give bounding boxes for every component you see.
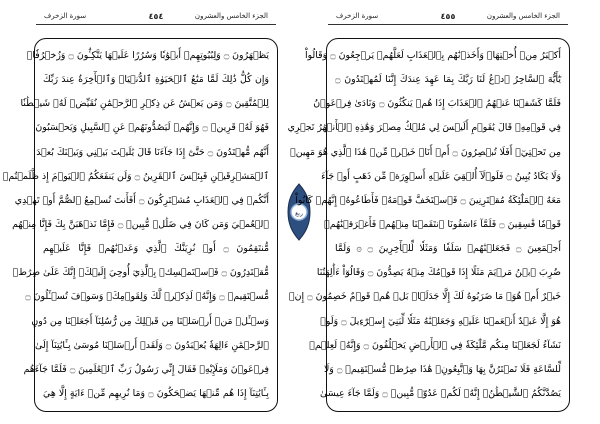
verse-line: مُّقۡتَدِرُونَ ۝ فَٱسۡتَمۡسِكۡ بِٱلَّذِيٓ أُوحِيَ إِلَيۡكَۖ إِنَّكَ عَلَىٰ صِرَٰطٖ xyxy=(12,267,269,279)
page-header xyxy=(30,10,282,34)
text-frame xyxy=(2,38,278,412)
verse-line: مِن تَحۡتِيٓۚ أَفَلَا تُبۡصِرُونَ ۝ أَمۡ أَنَا۠ خَيۡرٞ مِّنۡ هَٰذَا ٱلَّذِي هُوَ مَهِينٞ xyxy=(290,146,561,158)
verse-line: نَشَآءُ لَجَعَلۡنَا مِنكُم مَّلَٰٓئِكَةٗ فِي ٱلۡأَرۡضِ يَخۡلُفُونَ ۝ وَإِنَّهُۥ لَعِلۡمٞ xyxy=(309,339,561,351)
verse-line: فِي قَوۡمِهِۦ قَالَ يَٰقَوۡمِ أَلَيۡسَ لِي مُلۡكُ مِصۡرَ وَهَٰذِهِ ٱلۡأَنۡهَٰرُ تَجۡرِي xyxy=(287,122,561,134)
verse-line: فِرۡعَوۡنَ وَمَلَإِيْهِۦ فَقَالَ إِنِّي رَسُولُ رَبِّ ٱلۡعَٰلَمِينَ ۝ فَلَمَّا جَآءَهُم xyxy=(23,363,269,375)
verse-line: قَوۡمٗا فَٰسِقِينَ ۝ فَلَمَّآ ءَاسَفُونَا ٱنتَقَمۡنَا مِنۡهُمۡ فَأَغۡرَقۡنَٰهُمۡ xyxy=(324,218,561,230)
verse-line: أَنَّكُمۡ فِي ٱلۡعَذَابِ مُشۡتَرِكُونَ ۝ أَفَأَنتَ تُسۡمِعُ ٱلصُّمَّ أَوۡ تَهۡدِي xyxy=(14,194,269,206)
verse-line: مُّنتَقِمُونَ ۝ أَوۡ نُرِيَنَّكَ ٱلَّذِي وَعَدۡنَٰهُمۡ فَإِنَّا عَلَيۡهِم xyxy=(43,243,269,255)
verse-line: وَسۡـَٔلۡ مَنۡ أَرۡسَلۡنَا مِن قَبۡلِكَ مِن رُّسُلِنَآ أَجَعَلۡنَا مِن دُونِ xyxy=(31,315,269,327)
verse-line: فَهُوَ لَهُۥ قَرِينٞ ۝ وَإِنَّهُمۡ لَيَصُدُّونَهُمۡ عَنِ ٱلسَّبِيلِ وَيَحۡسَبُونَ xyxy=(35,122,269,134)
verse-line: لِّلسَّاعَةِ فَلَا تَمۡتَرُنَّ بِهَا وَٱتَّبِعُونِۚ هَٰذَا صِرَٰطٞ مُّسۡتَقِيمٞ ۝ وَلَا xyxy=(323,363,561,375)
juz-name: الجزء الخامس والعشرون xyxy=(194,12,268,20)
verse-line: هُوَ إِلَّا عَبۡدٌ أَنۡعَمۡنَا عَلَيۡهِ وَجَعَلۡنَٰهُ مَثَلٗا لِّبَنِيٓ إِسۡرَٰٓءِيلَ ۝ وَلَوۡ xyxy=(320,315,561,327)
surah-name: سورة الزخرف xyxy=(336,12,379,20)
verse-line: لِلۡمُتَّقِينَ ۝ وَمَن يَعۡشُ عَن ذِكۡرِ ٱلرَّحۡمَٰنِ نُقَيِّضۡ لَهُۥ شَيۡطَٰنٗا xyxy=(20,98,269,110)
page-number: ٤٥٥ xyxy=(440,12,456,21)
verse-line: بِـَٔايَٰتِنَآ إِذَا هُم مِّنۡهَا يَضۡحَكُونَ ۝ وَمَا نُرِيهِم مِّنۡ ءَايَةٍ إِلَّا هِيَ xyxy=(43,387,269,399)
verse-line: ضُرِبَ ٱبۡنُ مَرۡيَمَ مَثَلًا إِذَا قَوۡمُكَ مِنۡهُ يَصِدُّونَ ۝ وَقَالُوٓاْ ءَأَٰلِهَتُنَا xyxy=(316,267,561,279)
surah-name: سورة الزخرف xyxy=(44,12,87,20)
verse-line: مُّسۡتَقِيمٖ ۝ وَإِنَّهُۥ لَذِكۡرٞ لَّكَ وَلِقَوۡمِكَۖ وَسَوۡفَ تُسۡـَٔلُونَ ۝ xyxy=(25,291,269,303)
header-rule xyxy=(328,24,568,25)
verse-line: ٱلۡمَشۡرِقَيۡنِ فَبِئۡسَ ٱلۡقَرِينُ ۝ وَلَن يَنفَعَكُمُ ٱلۡيَوۡمَ إِذ ظَّلَمۡتُمۡ xyxy=(2,170,269,182)
text-lines xyxy=(2,45,269,405)
verse-line: فَلَمَّا كَشَفۡنَا عَنۡهُمُ ٱلۡعَذَابَ إِذَا هُمۡ يَنكُثُونَ ۝ وَنَادَىٰ فِرۡعَوۡنُ xyxy=(313,98,561,110)
page-454 xyxy=(2,10,282,414)
verse-line: وَإِن كُلُّ ذَٰلِكَ لَمَّا مَتَٰعُ ٱلۡحَيَوٰةِ ٱلدُّنۡيَاۚ وَٱلۡأٓخِرَةُ عِندَ رَبِّكَ xyxy=(43,74,269,86)
verse-line: ٱلرَّحۡمَٰنِ ءَالِهَةٗ يُعۡبَدُونَ ۝ وَلَقَدۡ أَرۡسَلۡنَا مُوسَىٰ بِـَٔايَٰتِنَآ إِلَىٰ xyxy=(35,339,269,351)
verse-line: خَيۡرٌ أَمۡ هُوَۚ مَا ضَرَبُوهُ لَكَ إِلَّا جَدَلَۢاۚ بَلۡ هُمۡ قَوۡمٌ خَصِمُونَ ۝ إِنۡ xyxy=(289,291,561,303)
verse-line: يَصُدَّنَّكُمُ ٱلشَّيۡطَٰنُۖ إِنَّهُۥ لَكُمۡ عَدُوّٞ مُّبِينٞ ۝ وَلَمَّا جَآءَ عِيسَىٰ xyxy=(320,387,561,399)
page-number: ٤٥٤ xyxy=(148,12,164,21)
verse-line: يَظۡهَرُونَ ۝ وَلِبُيُوتِهِمۡ أَبۡوَٰبٗا وَسُرُرًا عَلَيۡهَا يَتَّكِـُٔونَ ۝ وَزُخۡرُفٗاۚ xyxy=(26,50,269,61)
rub-label: ربع xyxy=(295,210,303,217)
header-rule xyxy=(36,24,276,25)
verse-line: مَعَهُ ٱلۡمَلَٰٓئِكَةُ مُقۡتَرِنِينَ ۝ فَٱسۡتَخَفَّ قَوۡمَهُۥ فَأَطَاعُوهُۚ إِنَّهُمۡ كَانُواْ xyxy=(295,194,561,206)
verse-line: يَٰٓأَيُّهَ ٱلسَّاحِرُ ٱدۡعُ لَنَا رَبَّكَ بِمَا عَهِدَ عِندَكَ إِنَّنَا لَمُهۡتَدُونَ ۝ xyxy=(335,74,561,86)
verse-line: ٱلۡعُمۡيَ وَمَن كَانَ فِي ضَلَٰلٖ مُّبِينٖ ۝ فَإِمَّا نَذۡهَبَنَّ بِكَ فَإِنَّا مِنۡهُم xyxy=(12,218,269,230)
verse-line: وَلَا يَكَادُ يُبِينُ ۝ فَلَوۡلَآ أُلۡقِيَ عَلَيۡهِ أَسۡوِرَةٞ مِّن ذَهَبٍ أَوۡ جَآءَ xyxy=(321,170,561,182)
verse-line: أَكۡبَرُ مِنۡ أُخۡتِهَاۖ وَأَخَذۡنَٰهُم بِٱلۡعَذَابِ لَعَلَّهُمۡ يَرۡجِعُونَ ۝ وَقَالُواْ xyxy=(304,50,561,61)
page-header xyxy=(322,10,574,34)
verse-line: أَجۡمَعِينَ ۝ فَجَعَلۡنَٰهُمۡ سَلَفٗا وَمَثَلٗا لِّلۡأٓخِرِينَ ۝ ۞ وَلَمَّا xyxy=(335,243,561,255)
verse-line: أَنَّهُم مُّهۡتَدُونَ ۝ حَتَّىٰٓ إِذَا جَآءَنَا قَالَ يَٰلَيۡتَ بَيۡنِي وَبَيۡنَكَ بُعۡدَ xyxy=(36,146,269,158)
juz-name: الجزء الخامس والعشرون xyxy=(486,12,560,20)
